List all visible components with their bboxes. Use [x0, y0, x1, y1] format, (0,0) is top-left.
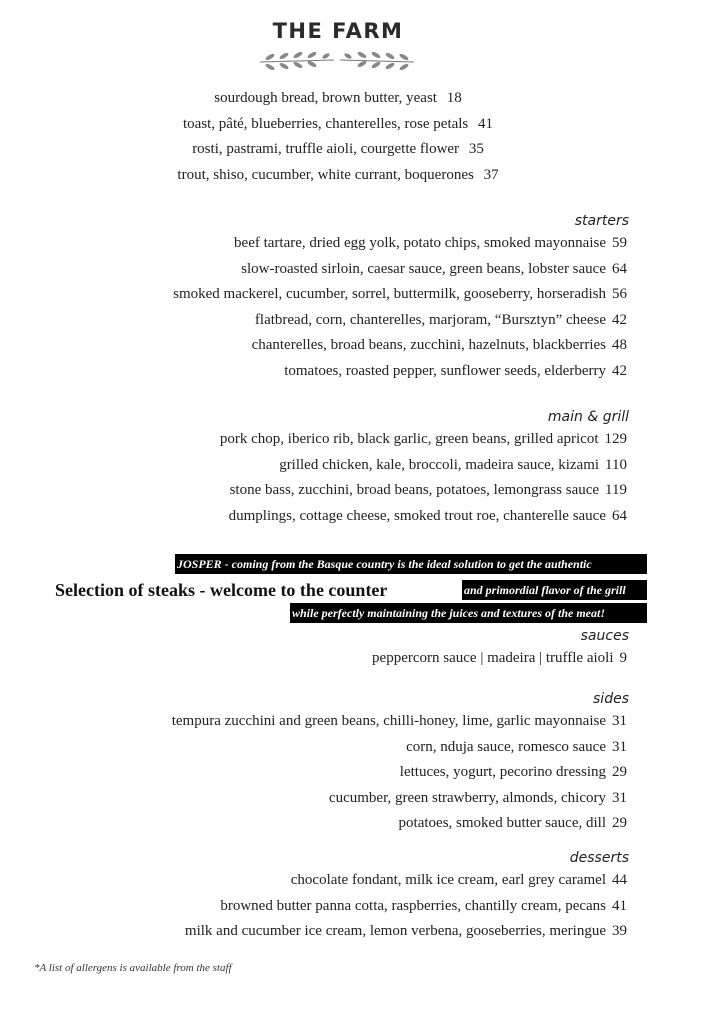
menu-item: milk and cucumber ice cream, lemon verbena, gooseberries, meringue 39: [184, 923, 627, 939]
section-heading: main & grill: [547, 409, 629, 425]
leaf-branch-icon: [256, 48, 418, 72]
menu-item: stone bass, zucchini, broad beans, potatoes, lemongrass sauce 119: [229, 482, 627, 498]
menu-item: browned butter panna cotta, raspberries, chantilly cream, pecans 41: [220, 897, 627, 914]
josper-note-line-3: while perfectly maintaining the juices and textures of the meat!: [290, 603, 647, 623]
section-heading: sides: [593, 691, 629, 707]
section-heading: desserts: [569, 850, 629, 866]
menu-item: chanterelles, broad beans, zucchini, hazelnuts, blackberries 48: [251, 337, 627, 353]
menu-item: beef tartare, dried egg yolk, potato chips, smoked mayonnaise 59: [234, 235, 627, 251]
menu-item: tomatoes, roasted pepper, sunflower seeds, elderberry 42: [284, 362, 627, 379]
sides-section: [0, 689, 627, 837]
sauces-section: [0, 626, 627, 672]
josper-note-line-1: JOSPER - coming from the Basque country is the ideal solution to get the authentic: [175, 554, 647, 574]
main-grill-section: [0, 407, 627, 529]
restaurant-title: THE FARM: [272, 19, 404, 43]
menu-item: grilled chicken, kale, broccoli, madeira sauce, kizami 110: [279, 456, 627, 473]
menu-item: rosti, pastrami, truffle aioli, courgette flower 35: [192, 141, 484, 157]
menu-item: slow-roasted sirloin, caesar sauce, green beans, lobster sauce 64: [241, 260, 627, 277]
menu-item: peppercorn sauce | madeira | truffle aioli 9: [372, 650, 627, 666]
section-heading: sauces: [580, 628, 629, 644]
steaks-heading: Selection of steaks - welcome to the counter: [55, 580, 388, 600]
intro-list: [0, 86, 676, 188]
allergen-footnote: *A list of allergens is available from the staff: [34, 962, 232, 974]
menu-item: tempura zucchini and green beans, chilli-honey, lime, garlic mayonnaise 31: [171, 713, 627, 729]
menu-item: flatbread, corn, chanterelles, marjoram, “Bursztyn” cheese 42: [254, 311, 627, 328]
menu-item: pork chop, iberico rib, black garlic, green beans, grilled apricot 129: [219, 431, 627, 447]
menu-item: chocolate fondant, milk ice cream, earl grey caramel 44: [290, 872, 627, 888]
menu-item: potatoes, smoked butter sauce, dill 29: [398, 815, 627, 831]
menu-item: toast, pâté, blueberries, chanterelles, rose petals 41: [182, 115, 494, 132]
menu-item: cucumber, green strawberry, almonds, chicory 31: [328, 789, 627, 806]
starters-section: [0, 211, 627, 384]
desserts-section: [0, 848, 627, 945]
section-heading: starters: [574, 213, 629, 229]
menu-item: sourdough bread, brown butter, yeast 18: [214, 90, 462, 106]
menu-item: lettuces, yogurt, pecorino dressing 29: [399, 764, 627, 780]
menu-item: dumplings, cottage cheese, smoked trout roe, chanterelle sauce 64: [228, 507, 627, 524]
josper-note-line-2: and primordial flavor of the grill: [462, 580, 647, 600]
menu-item: trout, shiso, cucumber, white currant, boquerones 37: [177, 166, 499, 183]
menu-item: corn, nduja sauce, romesco sauce 31: [406, 738, 627, 755]
menu-item: smoked mackerel, cucumber, sorrel, buttermilk, gooseberry, horseradish 56: [173, 286, 627, 302]
